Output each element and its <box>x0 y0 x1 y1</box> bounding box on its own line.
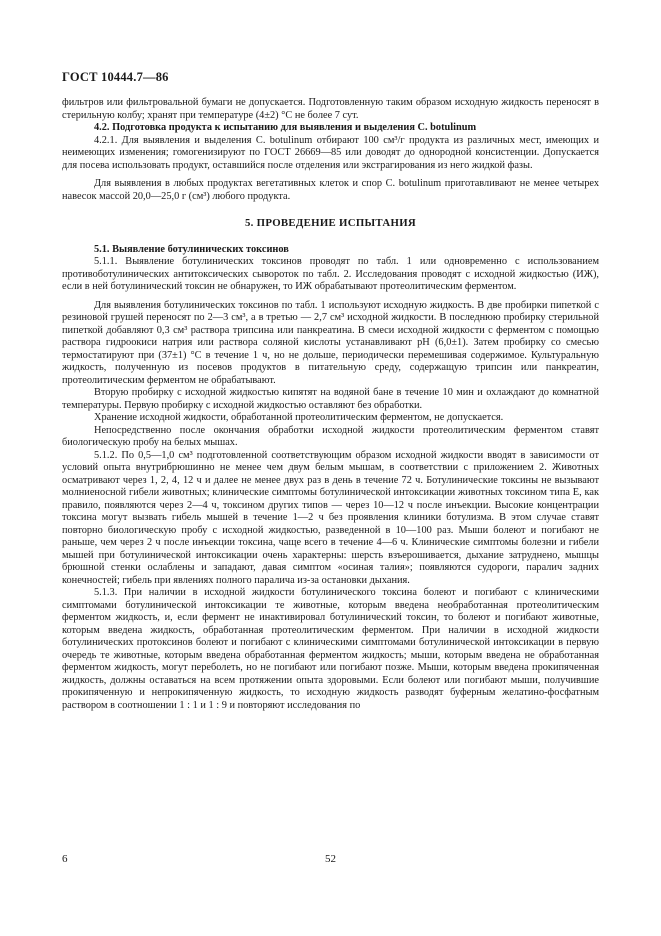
subsection-heading-5-1: 5.1. Выявление ботулинических токсинов <box>94 243 289 255</box>
paragraph-5-1-1: 5.1.1. Выявление ботулинических токсинов проводят по табл. 1 или одновременно с использованием противоботулинических антитоксических сывороток по табл. 2. Исследования проводят с исходной жидкостью (ИЖ), если в ней ботулинический токсин не обнаружен, то ИЖ обрабатывают протеолитическим ферментом. <box>62 256 599 292</box>
paragraph-5-1-3: 5.1.3. При наличии в исходной жидкости ботулинического токсина болеют и погибают с клиническими симптомами ботулинической интоксикации те животные, которым введена необработанная протеолитическим ферментом жидкость, и, если фермент не инактивировал ботулинический токсин, то болеют и погибают животные, которым введена жидкость, обработанная протеолитическим ферментом. При наличии в исходной жидкости ботулинических протоксинов болеют и погибают с клиническими симптомами ботулинической интоксикации в первую очередь те животные, которым введена обработанная ферментом жидкость; мыши, которым введена не обработанная ферментом жидкость, могут переболеть, но не погибают или погибают позже. Мыши, которым введена прокипяченная жидкость, должны оставаться на всем протяжении опыта здоровыми. Если болеют или погибают мыши, получившие прокипяченную и непрокипяченную жидкость, то исходную жидкость разводят буферным желатино-фосфатным раствором в соотношении 1 : 1 и 1 : 9 и повторяют исследования по <box>62 587 599 711</box>
section-heading-5: 5. ПРОВЕДЕНИЕ ИСПЫТАНИЯ <box>244 217 416 229</box>
paragraph-5-1-2: 5.1.2. По 0,5—1,0 см³ подготовленной соответствующим образом исходной жидкости вводят в зависимости от условий опыта внутрибрюшинно не менее чем двум белым мышам, в соответствии с приложением 2. Животных осматривают через 1, 2, 4, 12 ч и далее не менее двух раз в день в течение 72 ч. Ботулинические токсины не вызывают молниеносной гибели животных; клинические симптомы ботулинической интоксикации животных токсином типа Е, как правило, появляются через 2—4 ч, токсином других типов — через 10—12 ч после инъекции. Высокие концентрации токсина могут вызвать гибель мышей в течение 1—2 ч без проявления клиники ботулизма. В этом случае ставят повторно биологическую пробу с исходной жидкостью, разведенной в 10—100 раз. Мыши болеют и погибают не раньше, чем через 2 ч после инъекции токсина, чаще всего в течение 4—6 ч. Клинические симптомы болезни и гибели мышей при ботулинической интоксикации очень характерны: шерсть взъерошивается, дыхание затруднено, мышцы брюшной стенки ослаблены и западают, давая симптом «осиная талия»; появляются судороги, паралич задних конечностей; гибель при явлениях полного паралича из-за остановки дыхания. <box>62 449 599 586</box>
page-number-center: 52 <box>325 853 336 865</box>
document-body <box>62 97 599 712</box>
paragraph-storage: Хранение исходной жидкости, обработанной протеолитическим ферментом, не допускается. <box>94 412 504 423</box>
page-number-left: 6 <box>62 853 68 865</box>
subsection-heading-4-2: 4.2. Подготовка продукта к испытанию для выявления и выделения С. botulinum <box>94 122 477 133</box>
paragraph-table1-method: Для выявления ботулинических токсинов по табл. 1 используют исходную жидкость. В две пробирки пипеткой с резиновой грушей переносят по 2—3 см³, а в третью — 2,7 см³ исходной жидкости. В последнюю пробирку стерильной пипеткой добавляют 0,3 см³ раствора трипсина или панкреатина. В смеси исходной жидкости с ферментом с помощью раствора гидроокиси натрия или раствора соляной кислоты устанавливают рН (6,0±1). Затем пробирку со смесью термостатируют при (37±1) °С в течение 1 ч, но не дольше, периодически перемешивая содержимое. Культуральную жидкость, полученную из посевов продуктов в питательную среду, содержащую трипсин или панкреатин, протеолитическим ферментом не обрабатывают. <box>62 299 599 386</box>
paragraph-4-2-1-cont: Для выявления в любых продуктах вегетативных клеток и спор С. botulinum приготавливают не менее четырех навесок массой 20,0—25,0 г (см³) любого продукта. <box>62 178 599 202</box>
paragraph-bioassay: Непосредственно после окончания обработки исходной жидкости протеолитическим ферментом ставят биологическую пробу на белых мышах. <box>62 424 599 448</box>
paragraph-4-2-1: 4.2.1. Для выявления и выделения С. botulinum отбирают 100 см³/г продукта из различных мест, имеющих и неимеющих изменения; гомогенизируют по ГОСТ 26669—85 или доводят до однородной консистенции. Допускается для посева использовать продукт, оставшийся после отделения или экстрагирования из него жидкой фазы. <box>62 134 599 171</box>
paragraph-second-tube: Вторую пробирку с исходной жидкостью кипятят на водяной бане в течение 10 мин и охлаждают до комнатной температуры. Первую пробирку с исходной жидкостью оставляют без обработки. <box>62 387 599 411</box>
standard-header: ГОСТ 10444.7—86 <box>62 70 169 84</box>
paragraph-continuation: фильтров или фильтровальной бумаги не допускается. Подготовленную таким образом исходную жидкость переносят в стерильную колбу; хранят при температуре (4±2) °С не более 7 сут. <box>62 97 599 121</box>
